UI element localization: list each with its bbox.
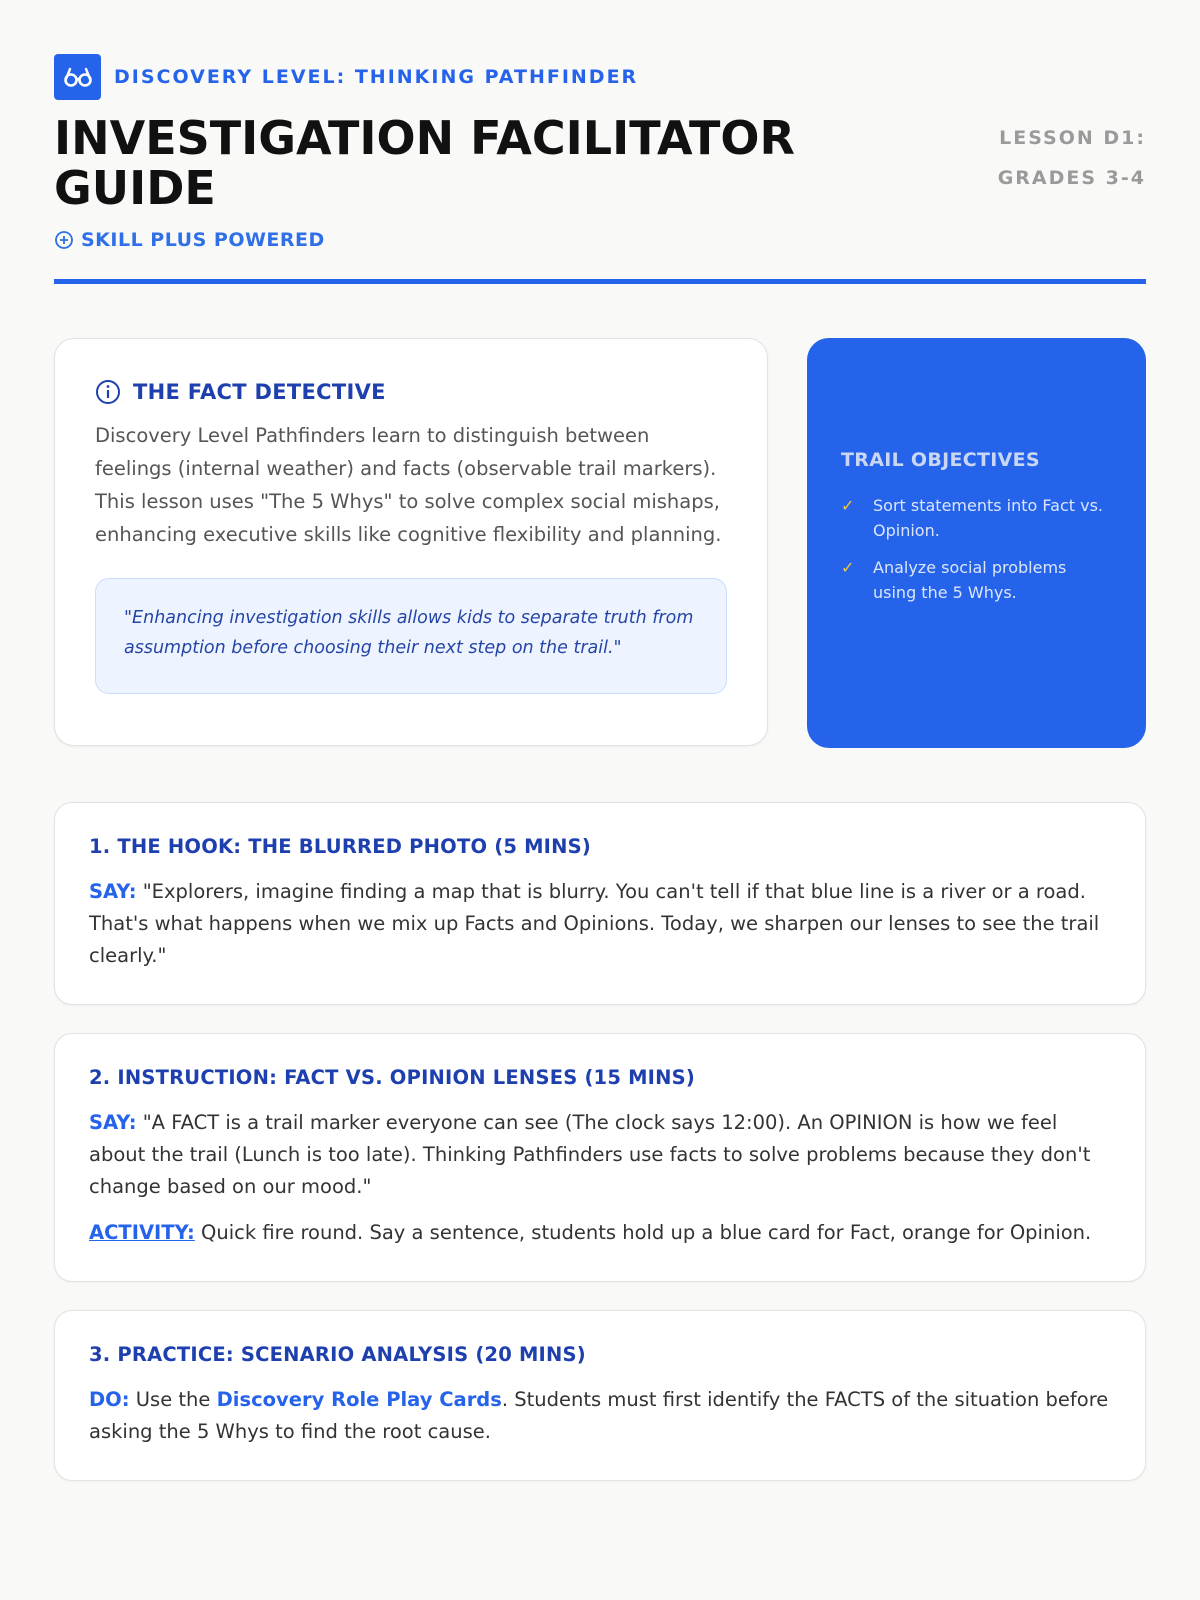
role-play-cards-link[interactable]: Discovery Role Play Cards [216, 1388, 502, 1411]
section-instruction [54, 1033, 1146, 1282]
section-title: 3. PRACTICE: SCENARIO ANALYSIS (20 MINS) [89, 1343, 586, 1366]
check-icon: ✓ [841, 558, 855, 577]
level-row [54, 54, 1146, 100]
fact-detective-card [54, 338, 768, 746]
section-activity [89, 1217, 1111, 1249]
page-title: INVESTIGATION FACILITATOR GUIDE [54, 111, 795, 215]
do-post-text: . Students must first identify the FACTS of the situation before asking the 5 Whys to find the root cause. [89, 1388, 1109, 1443]
do-pre-text: Use the [129, 1388, 217, 1411]
objectives-list [841, 493, 1112, 617]
header-divider [54, 279, 1146, 284]
info-icon [95, 379, 121, 405]
glasses-icon [54, 54, 101, 100]
detective-heading [95, 379, 727, 405]
objective-item [841, 493, 1112, 543]
say-text: "A FACT is a trail marker everyone can see (The clock says 12:00). An OPINION is how we feel about the trail (Lunch is too late). Thinking Pathfinders use facts to solve problems because they don't change based on our mood." [89, 1111, 1091, 1198]
objectives-title: TRAIL OBJECTIVES [841, 449, 1040, 471]
objective-text: Sort statements into Fact vs. Opinion. [873, 496, 1103, 540]
say-label: SAY: [89, 1111, 137, 1134]
quote-box: "Enhancing investigation skills allows kids to separate truth from assumption before choosing their next step on the trail." [95, 578, 727, 694]
objective-item [841, 555, 1112, 605]
top-row [54, 338, 1146, 748]
check-icon: ✓ [841, 496, 855, 515]
activity-text: Quick fire round. Say a sentence, students hold up a blue card for Fact, orange for Opinion. [194, 1221, 1092, 1244]
section-title: 2. INSTRUCTION: FACT VS. OPINION LENSES (15 MINS) [89, 1066, 696, 1089]
header [54, 0, 1146, 284]
lesson-label: LESSON D1: GRADES 3-4 [997, 127, 1146, 189]
section-do [89, 1384, 1111, 1448]
say-label: SAY: [89, 880, 137, 903]
trail-objectives-card [807, 338, 1146, 748]
section-practice [54, 1310, 1146, 1481]
section-say [89, 1107, 1111, 1203]
detective-title: THE FACT DETECTIVE [133, 380, 386, 404]
section-say [89, 876, 1111, 972]
plus-circle-icon [54, 230, 74, 250]
level-label: DISCOVERY LEVEL: THINKING PATHFINDER [114, 66, 639, 88]
activity-link[interactable]: ACTIVITY: [89, 1221, 195, 1244]
section-title: 1. THE HOOK: THE BLURRED PHOTO (5 MINS) [89, 835, 592, 858]
say-text: "Explorers, imagine finding a map that is blurry. You can't tell if that blue line is a river or a road. That's what happens when we mix up Facts and Opinions. Today, we sharpen our lenses to see the trail clearly." [89, 880, 1100, 967]
objective-text: Analyze social problems using the 5 Whys. [873, 558, 1067, 602]
do-label: DO: [89, 1388, 130, 1411]
powered-badge [54, 229, 1146, 251]
detective-body: Discovery Level Pathfinders learn to distinguish between feelings (internal weather) and facts (observable trail markers). This lesson uses "The 5 Whys" to solve complex social mishaps, enhancing executive skills like cognitive flexibility and planning. [95, 424, 722, 546]
powered-label: SKILL PLUS POWERED [81, 229, 325, 251]
section-hook [54, 802, 1146, 1005]
